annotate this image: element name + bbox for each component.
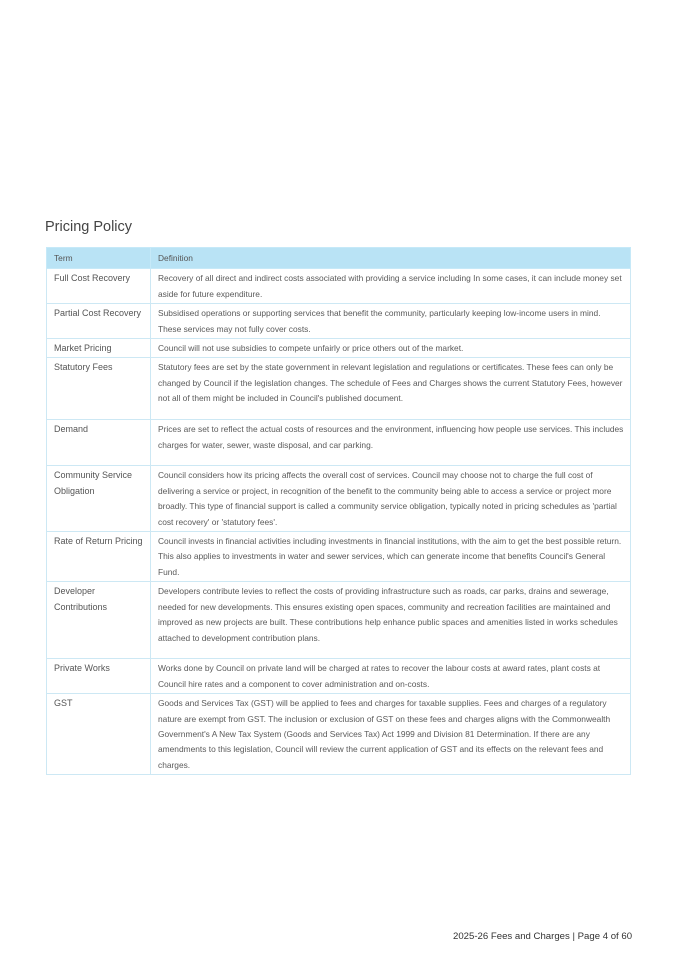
table-row [47,694,631,775]
definition-cell: Works done by Council on private land will be charged at rates to recover the labour costs at award rates, plant costs at Council hire rates and a component to cover administration and on-costs. [151,659,631,694]
table-row [47,358,631,420]
term-cell: Developer Contributions [47,582,151,659]
definition-cell: Recovery of all direct and indirect costs associated with providing a service including In some cases, it can include money set aside for future expenditure. [151,269,631,304]
term-cell: Partial Cost Recovery [47,304,151,339]
term-cell: Market Pricing [47,339,151,358]
definition-cell: Developers contribute levies to reflect the costs of providing infrastructure such as roads, car parks, drains and sewerage, needed for new developments. This ensures existing open spaces, community and recreation facilities are maintained and improved as new projects are built. These contributions help enhance public spaces and amenities listed in works schedules attached to development contribution plans. [151,582,631,659]
term-cell: Full Cost Recovery [47,269,151,304]
definition-cell: Council will not use subsidies to compete unfairly or price others out of the market. [151,339,631,358]
table-row [47,304,631,339]
column-header-term: Term [47,248,151,269]
definition-cell: Council invests in financial activities including investments in financial institutions, with the aim to get the best possible return. This also applies to investments in water and sewer services, which can generate income that benefits Council's General Fund. [151,532,631,582]
table-row [47,339,631,358]
pricing-policy-table [46,247,631,775]
table-row [47,532,631,582]
term-cell: Demand [47,420,151,466]
definition-cell: Goods and Services Tax (GST) will be applied to fees and charges for taxable supplies. Fees and charges of a regulatory nature are exempt from GST. The inclusion or exclusion of GST on these fees and charges aligns with the Commonwealth Government's A New Tax System (Goods and Services Tax) Act 1999 and Division 81 Determination. If there are any amendments to this legislation, Council will review the current application of GST and its effects on the relevant fees and charges. [151,694,631,775]
table-header-row [47,248,631,269]
term-cell: Private Works [47,659,151,694]
definition-cell: Subsidised operations or supporting services that benefit the community, particularly keeping low-income users in mind. These services may not fully cover costs. [151,304,631,339]
definition-cell: Statutory fees are set by the state government in relevant legislation and regulations or certificates. These fees can only be changed by Council if the legislation changes. The schedule of Fees and Charges shows the current Statutory Fees, however not all of them might be included in Council's published document. [151,358,631,420]
term-cell: GST [47,694,151,775]
table-row [47,420,631,466]
definition-cell: Prices are set to reflect the actual costs of resources and the environment, influencing how people use services. This includes charges for water, sewer, waste disposal, and car parking. [151,420,631,466]
page-footer: 2025-26 Fees and Charges | Page 4 of 60 [453,931,633,942]
term-cell: Rate of Return Pricing [47,532,151,582]
term-cell: Statutory Fees [47,358,151,420]
term-cell: Community Service Obligation [47,466,151,532]
table-row [47,466,631,532]
page-title: Pricing Policy [45,219,133,235]
table-row [47,582,631,659]
table-row [47,269,631,304]
column-header-definition: Definition [151,248,631,269]
table-row [47,659,631,694]
definition-cell: Council considers how its pricing affects the overall cost of services. Council may choose not to charge the full cost of delivering a service or project, in recognition of the benefit to the community being able to access a service or project more broadly. This type of financial support is called a community service obligation, typically noted in pricing schedules as 'partial cost recovery' or 'statutory fees'. [151,466,631,532]
